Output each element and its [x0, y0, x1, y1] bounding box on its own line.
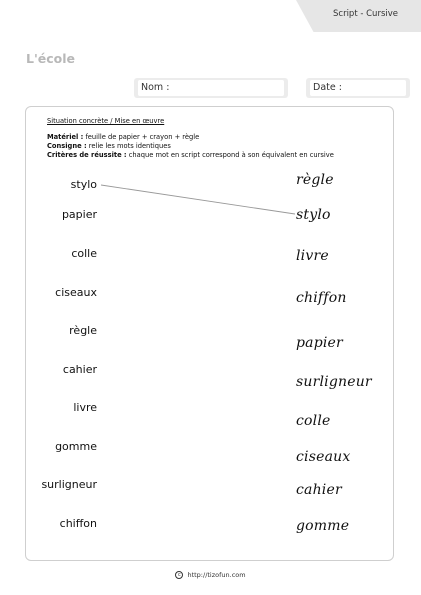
cursive-word[interactable]: ciseaux	[296, 449, 351, 465]
footer-url[interactable]: http://tizofun.com	[187, 571, 246, 579]
page-title: L'école	[26, 51, 76, 66]
cursive-word[interactable]: livre	[296, 248, 329, 264]
script-word[interactable]: surligneur	[41, 478, 97, 491]
script-word[interactable]: livre	[73, 401, 97, 414]
script-word[interactable]: gomme	[55, 440, 97, 453]
criteres-text: chaque mot en script correspond à son équivalent en cursive	[126, 151, 334, 159]
copyright-icon: c	[175, 571, 183, 579]
script-word[interactable]: colle	[71, 247, 97, 260]
cursive-word[interactable]: papier	[296, 335, 343, 351]
script-word[interactable]: chiffon	[59, 517, 97, 530]
nom-label: Nom :	[138, 80, 284, 96]
cursive-word[interactable]: gomme	[296, 518, 350, 534]
cursive-word[interactable]: stylo	[296, 207, 331, 223]
script-word[interactable]: stylo	[70, 178, 97, 191]
header-tab-label: Script - Cursive	[333, 9, 398, 19]
cursive-word[interactable]: colle	[296, 413, 331, 429]
script-word[interactable]: règle	[69, 324, 97, 337]
consigne-label: Consigne :	[47, 142, 87, 150]
materiel-label: Matériel :	[47, 133, 84, 141]
example-match-line	[101, 185, 295, 214]
cursive-word[interactable]: surligneur	[296, 374, 372, 390]
script-word[interactable]: ciseaux	[55, 286, 97, 299]
date-label: Date :	[310, 80, 406, 96]
consigne-text: relie les mots identiques	[86, 142, 171, 150]
criteres-label: Critères de réussite :	[47, 151, 127, 159]
cursive-word[interactable]: chiffon	[296, 290, 347, 306]
cursive-word[interactable]: cahier	[296, 482, 342, 498]
script-word[interactable]: cahier	[62, 363, 97, 376]
cursive-word[interactable]: règle	[296, 172, 334, 188]
script-word[interactable]: papier	[61, 208, 97, 221]
situation-heading: Situation concrète / Mise en œuvre	[47, 117, 165, 125]
footer	[0, 571, 421, 579]
materiel-text: feuille de papier + crayon + règle	[83, 133, 200, 141]
